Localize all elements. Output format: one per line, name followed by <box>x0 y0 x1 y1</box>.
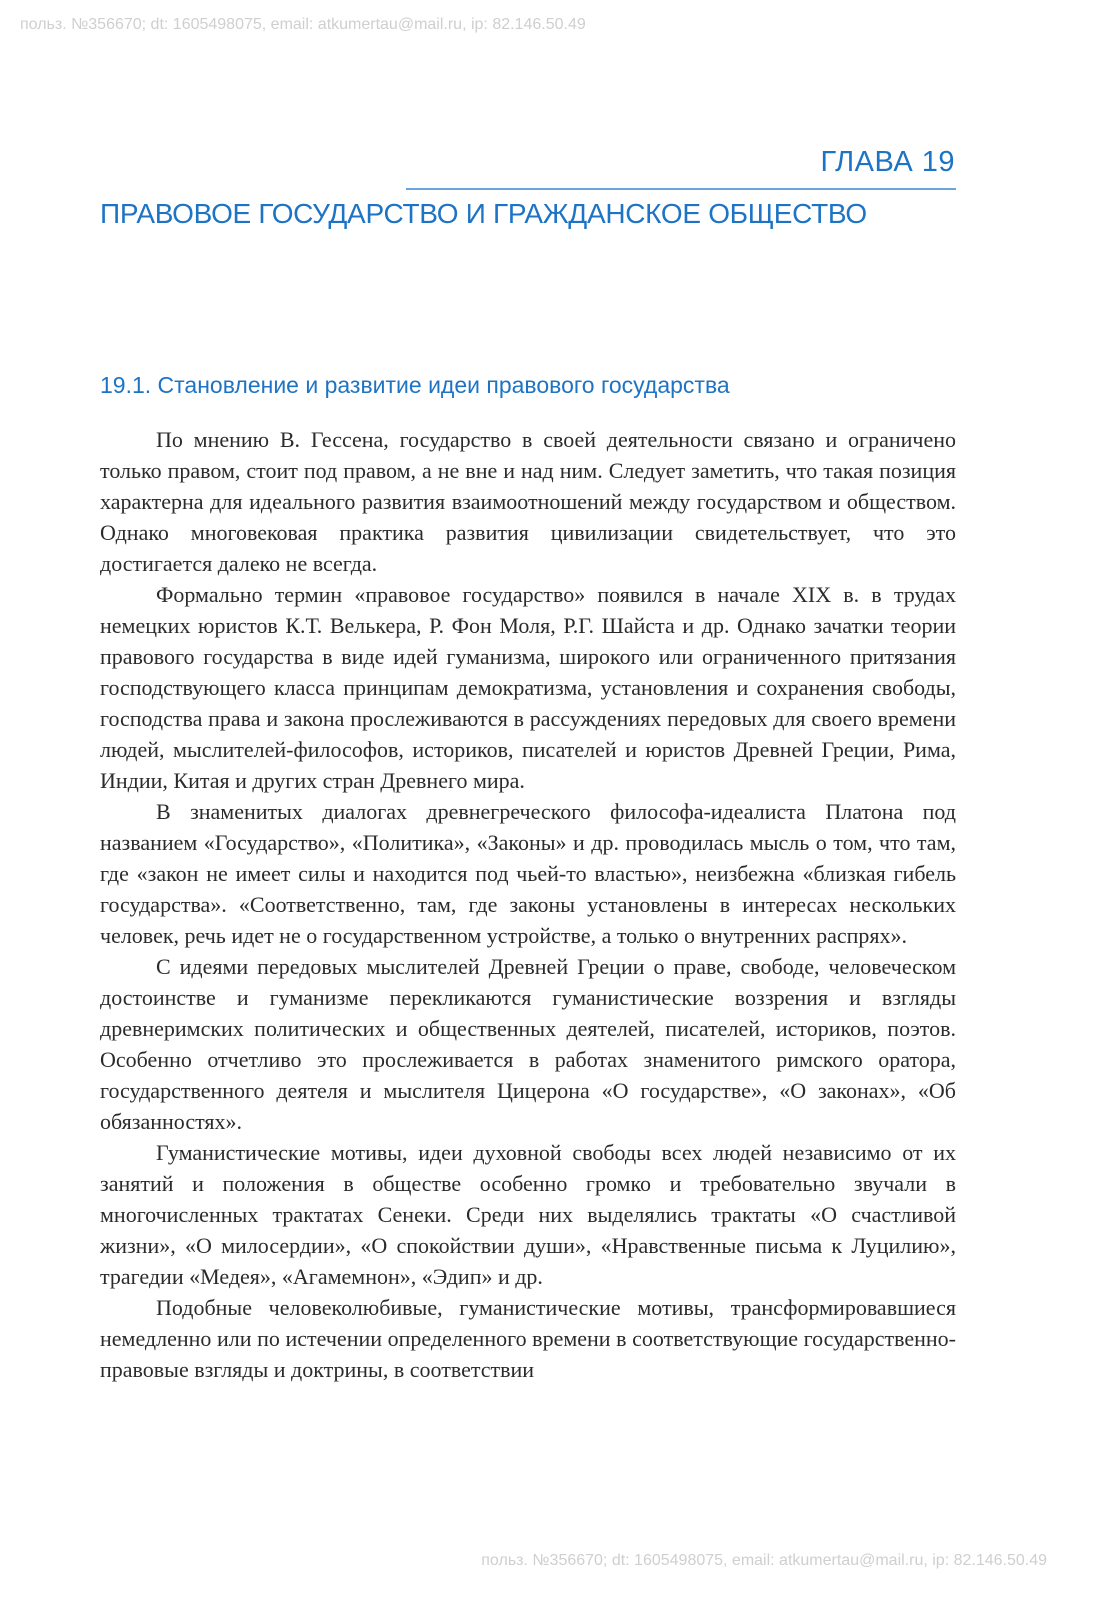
paragraph: Гуманистические мотивы, идеи духовной свободы всех людей независимо от их занятий и положения в обществе особенно громко и требовательно звучали в многочисленных трактатах Сенеки. Среди них выделялись трактаты «О счастливой жизни», «О милосердии», «О спокойствии души», «Нравственные письма к Луцилию», трагедии «Медея», «Агамемнон», «Эдип» и др. <box>100 1140 956 1289</box>
paragraph: Подобные человеколюбивые, гуманистические мотивы, трансформировавшиеся немедленно или по истечении определенного времени в соответствующие государственно-правовые взгляды и доктрины, в соответствии <box>100 1295 956 1382</box>
paragraph: Формально термин «правовое государство» появился в начале XIX в. в трудах немецких юристов К.Т. Велькера, Р. Фон Моля, Р.Г. Шайста и др. Однако зачатки теории правового государства в виде идей гуманизма, широкого или ограниченного притязания господствующего класса принципам демократизма, установления и сохранения свободы, господства права и закона прослеживаются в рассуждениях передовых для своего времени людей, мыслителей-философов, историков, писателей и юристов Древней Греции, Рима, Индии, Китая и других стран Древнего мира. <box>100 582 956 793</box>
watermark-bottom: польз. №356670; dt: 1605498075, email: atkumertau@mail.ru, ip: 82.146.50.49 <box>481 1552 1047 1569</box>
section-title: 19.1. Становление и развитие идеи правового государства <box>100 372 730 398</box>
paragraph: В знаменитых диалогах древнегреческого философа-идеалиста Платона под названием «Государство», «Политика», «Законы» и др. проводилась мысль о том, что там, где «закон не имеет силы и находится под чьей-то властью», неизбежна «близкая гибель государства». «Соответственно, там, где законы установлены в интересах нескольких человек, речь идет не о государственном устройстве, а только о внутренних распрях». <box>100 799 956 948</box>
chapter-label: ГЛАВА 19 <box>820 146 955 178</box>
chapter-divider <box>406 188 956 190</box>
paragraph: С идеями передовых мыслителей Древней Греции о праве, свободе, человеческом достоинстве и гуманизме перекликаются гуманистические воззрения и взгляды древнеримских политических и общественных деятелей, писателей, историков, поэтов. Особенно отчетливо это прослеживается в работах знаменитого римского оратора, государственного деятеля и мыслителя Цицерона «О государстве», «О законах», «Об обязанностях». <box>100 954 956 1134</box>
chapter-title: ПРАВОВОЕ ГОСУДАРСТВО И ГРАЖДАНСКОЕ ОБЩЕСТВО <box>100 198 867 229</box>
paragraph: По мнению В. Гессена, государство в своей деятельности связано и ограничено только правом, стоит под правом, а не вне и над ним. Следует заметить, что такая позиция характерна для идеального развития взаимоотношений между государством и обществом. Однако многовековая практика развития цивилизации свидетельствует, что это достигается далеко не всегда. <box>100 427 956 576</box>
body-text <box>100 424 956 1385</box>
watermark-top: польз. №356670; dt: 1605498075, email: atkumertau@mail.ru, ip: 82.146.50.49 <box>20 16 586 33</box>
